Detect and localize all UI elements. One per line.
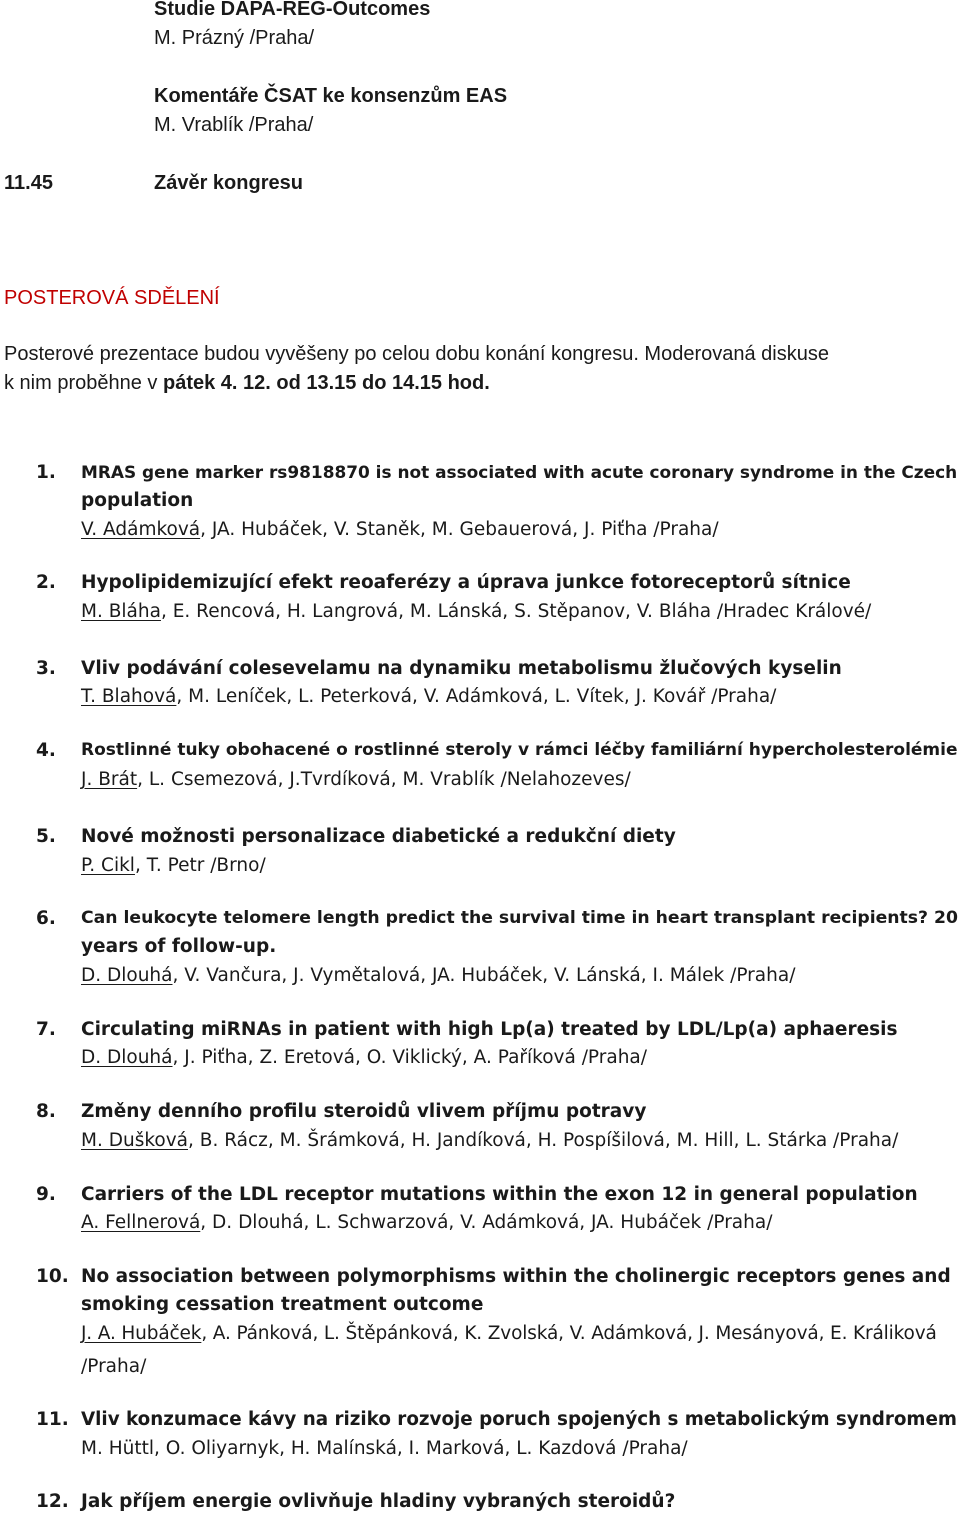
poster-title-cont: population	[81, 490, 194, 511]
poster-title: Hypolipidemizující efekt reoaferézy a úprava junkce fotoreceptorů sítnice	[81, 572, 851, 593]
poster-authors-cont: /Praha/	[81, 1356, 147, 1377]
intro-date: pátek 4. 12. od 13.15 do 14.15 hod.	[162, 372, 490, 394]
program-line-4: M. Vrablík /Praha/	[154, 114, 314, 136]
poster-presenter: D. Dlouhá	[81, 1047, 173, 1068]
poster-number: 11.	[36, 1409, 69, 1430]
poster-authors	[81, 601, 871, 622]
poster-presenter: M. Dušková	[81, 1130, 188, 1151]
poster-presenter: D. Dlouhá	[81, 965, 173, 986]
poster-number: 5.	[36, 826, 56, 847]
poster-coauthors: , D. Dlouhá, L. Schwarzová, V. Adámková, JA. Hubáček /Praha/	[200, 1212, 773, 1233]
poster-presenter: M. Bláha	[81, 601, 161, 622]
poster-coauthors: , V. Vančura, J. Vymětalová, JA. Hubáček, V. Lánská, I. Málek /Praha/	[172, 965, 796, 986]
poster-title: Carriers of the LDL receptor mutations within the exon 12 in general population	[81, 1184, 918, 1205]
poster-number: 7.	[36, 1019, 56, 1040]
poster-title: MRAS gene marker rs9818870 is not associated with acute coronary syndrome in the Czech	[81, 462, 958, 482]
poster-number: 9.	[36, 1184, 56, 1205]
section-intro-line-2	[4, 372, 490, 395]
poster-number: 3.	[36, 658, 56, 679]
poster-title: Can leukocyte telomere length predict the survival time in heart transplant recipients? 20	[81, 908, 958, 928]
poster-title: Jak příjem energie ovlivňuje hladiny vybraných steroidů?	[81, 1491, 676, 1512]
poster-number: 12.	[36, 1491, 69, 1512]
poster-authors	[81, 769, 631, 790]
poster-coauthors: , J. Piťha, Z. Eretová, O. Viklický, A. Paříková /Praha/	[172, 1047, 647, 1068]
poster-title-cont: years of follow-up.	[81, 936, 277, 957]
poster-title: Vliv podávání colesevelamu na dynamiku metabolismu žlučových kyselin	[81, 658, 842, 679]
poster-title: Nové možnosti personalizace diabetické a redukční diety	[81, 826, 676, 847]
program-line-3: Komentáře ČSAT ke konsenzům EAS	[154, 85, 508, 107]
poster-coauthors: , M. Leníček, L. Peterková, V. Adámková, L. Vítek, J. Kovář /Praha/	[176, 686, 777, 707]
poster-coauthors: , T. Petr /Brno/	[134, 855, 266, 876]
poster-authors	[81, 1130, 898, 1151]
poster-title: Vliv konzumace kávy na riziko rozvoje poruch spojených s metabolickým syndromem	[81, 1409, 957, 1430]
poster-title: Circulating miRNAs in patient with high Lp(a) treated by LDL/Lp(a) aphaeresis	[81, 1019, 898, 1040]
poster-number: 2.	[36, 572, 56, 593]
poster-authors	[81, 965, 795, 986]
poster-title: Změny denního profilu steroidů vlivem příjmu potravy	[81, 1101, 647, 1122]
poster-presenter: J. A. Hubáček	[81, 1323, 202, 1344]
program-line-2: M. Prázný /Praha/	[154, 27, 315, 49]
poster-coauthors: , A. Pánková, L. Štěpánková, K. Zvolská, V. Adámková, J. Mesányová, E. Králiková	[201, 1323, 937, 1344]
poster-authors	[81, 1323, 937, 1344]
poster-presenter: T. Blahová	[81, 686, 177, 707]
poster-presenter: P. Cikl	[81, 855, 135, 876]
poster-coauthors: , B. Rácz, M. Šrámková, H. Jandíková, H. Pospíšilová, M. Hill, L. Stárka /Praha/	[188, 1130, 899, 1151]
poster-presenter: A. Fellnerová	[81, 1212, 201, 1233]
poster-title: Rostlinné tuky obohacené o rostlinné steroly v rámci léčby familiární hypercholesterolémie	[81, 740, 958, 760]
poster-authors	[81, 686, 776, 707]
poster-number: 8.	[36, 1101, 56, 1122]
poster-title: No association between polymorphisms within the cholinergic receptors genes and	[81, 1266, 951, 1287]
intro-plain: k nim proběhne v	[4, 372, 163, 394]
program-line-1: Studie DAPA-REG-Outcomes	[154, 0, 431, 20]
poster-number: 1.	[36, 462, 56, 483]
poster-number: 10.	[36, 1266, 69, 1287]
program-closing: Závěr kongresu	[154, 172, 303, 194]
poster-authors: M. Hüttl, O. Oliyarnyk, H. Malínská, I. Marková, L. Kazdová /Praha/	[81, 1438, 688, 1459]
poster-presenter: V. Adámková	[81, 519, 201, 540]
poster-authors	[81, 1212, 772, 1233]
poster-authors	[81, 519, 719, 540]
poster-number: 4.	[36, 740, 56, 761]
poster-number: 6.	[36, 908, 56, 929]
poster-title-cont: smoking cessation treatment outcome	[81, 1294, 484, 1315]
poster-authors	[81, 1047, 647, 1068]
section-intro-line-1: Posterové prezentace budou vyvěšeny po celou dobu konání kongresu. Moderovaná diskuse	[4, 343, 829, 365]
poster-authors	[81, 855, 266, 876]
poster-coauthors: , L. Csemezová, J.Tvrdíková, M. Vrablík /Nelahozeves/	[137, 769, 631, 790]
poster-coauthors: , JA. Hubáček, V. Staněk, M. Gebauerová, J. Piťha /Praha/	[200, 519, 719, 540]
program-time: 11.45	[4, 172, 53, 194]
section-heading: POSTEROVÁ SDĚLENÍ	[4, 287, 220, 309]
poster-coauthors: , E. Rencová, H. Langrová, M. Lánská, S. Stěpanov, V. Bláha /Hradec Králové/	[160, 601, 872, 622]
poster-presenter: J. Brát	[81, 769, 138, 790]
